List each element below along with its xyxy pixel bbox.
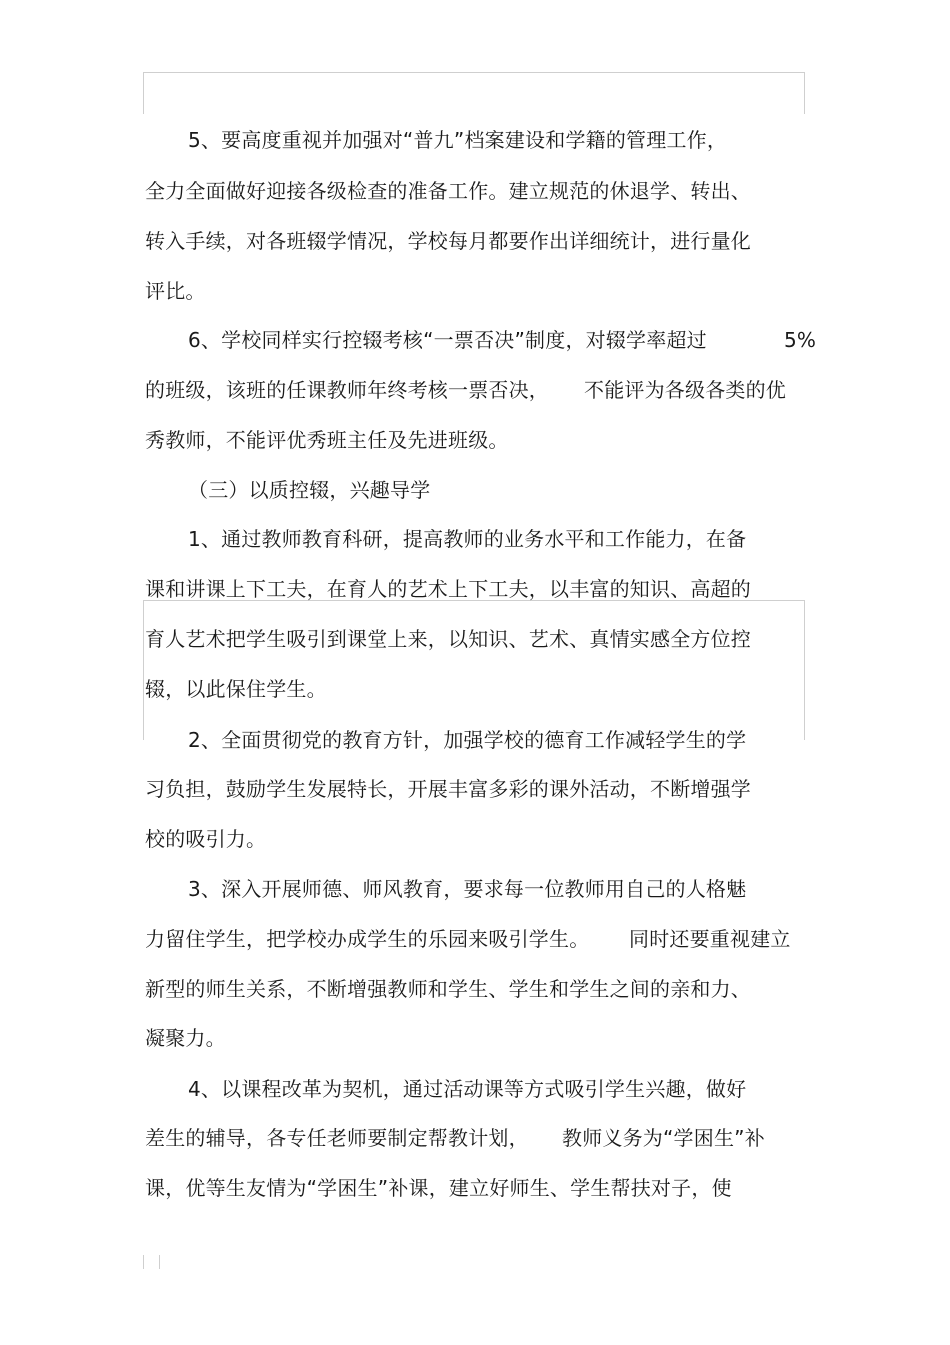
text-fragment: 5% bbox=[784, 328, 817, 352]
section-heading: （三）以质控辍，兴趣导学 bbox=[188, 478, 431, 502]
text-line: 4、以课程改革为契机，通过活动课等方式吸引学生兴趣，做好 bbox=[188, 1077, 747, 1101]
text-line: 的班级，该班的任课教师年终考核一票否决， bbox=[145, 378, 549, 402]
frame-foot-mark-2 bbox=[159, 1255, 160, 1269]
text-line: 全力全面做好迎接各级检查的准备工作。建立规范的休退学、转出、 bbox=[145, 179, 751, 203]
text-fragment: 同时还要重视建立 bbox=[629, 927, 791, 951]
text-line: 秀教师，不能评优秀班主任及先进班级。 bbox=[145, 428, 509, 452]
text-line: 转入手续，对各班辍学情况，学校每月都要作出详细统计，进行量化 bbox=[145, 229, 751, 253]
frame-foot-mark-1 bbox=[143, 1255, 144, 1269]
frame-mid-right-rule bbox=[804, 600, 805, 740]
text-line: 校的吸引力。 bbox=[145, 827, 267, 851]
text-line: 3、深入开展师德、师风教育，要求每一位教师用自己的人格魅 bbox=[188, 877, 747, 901]
text-line: 1、通过教师教育科研，提高教师的业务水平和工作能力，在备 bbox=[188, 527, 747, 551]
text-fragment: 不能评为各级各类的优 bbox=[584, 378, 786, 402]
text-line: 辍，以此保住学生。 bbox=[145, 677, 327, 701]
text-line: 习负担，鼓励学生发展特长，开展丰富多彩的课外活动，不断增强学 bbox=[145, 777, 751, 801]
text-line: 新型的师生关系，不断增强教师和学生、学生和学生之间的亲和力、 bbox=[145, 977, 751, 1001]
frame-left-rule bbox=[143, 72, 144, 114]
frame-mid-left-rule bbox=[143, 600, 144, 740]
text-line: 育人艺术把学生吸引到课堂上来，以知识、艺术、真情实感全方位控 bbox=[145, 627, 751, 651]
text-line: 5、要高度重视并加强对“普九”档案建设和学籍的管理工作， bbox=[188, 128, 728, 152]
text-line: 评比。 bbox=[145, 279, 206, 303]
text-line: 力留住学生，把学校办成学生的乐园来吸引学生。 bbox=[145, 927, 590, 951]
text-line: 差生的辅导，各专任老师要制定帮教计划， bbox=[145, 1126, 529, 1150]
text-line: 凝聚力。 bbox=[145, 1026, 226, 1050]
text-line: 6、学校同样实行控辍考核“一票否决”制度，对辍学率超过 bbox=[188, 328, 707, 352]
text-line: 课，优等生友情为“学困生”补课，建立好师生、学生帮扶对子，使 bbox=[145, 1176, 732, 1200]
text-fragment: 教师义务为“学困生”补 bbox=[562, 1126, 765, 1150]
frame-top-rule bbox=[143, 72, 805, 73]
text-line: 课和讲课上下工夫，在育人的艺术上下工夫，以丰富的知识、高超的 bbox=[145, 577, 751, 601]
frame-right-rule bbox=[804, 72, 805, 114]
text-line: 2、全面贯彻党的教育方针，加强学校的德育工作减轻学生的学 bbox=[188, 728, 747, 752]
